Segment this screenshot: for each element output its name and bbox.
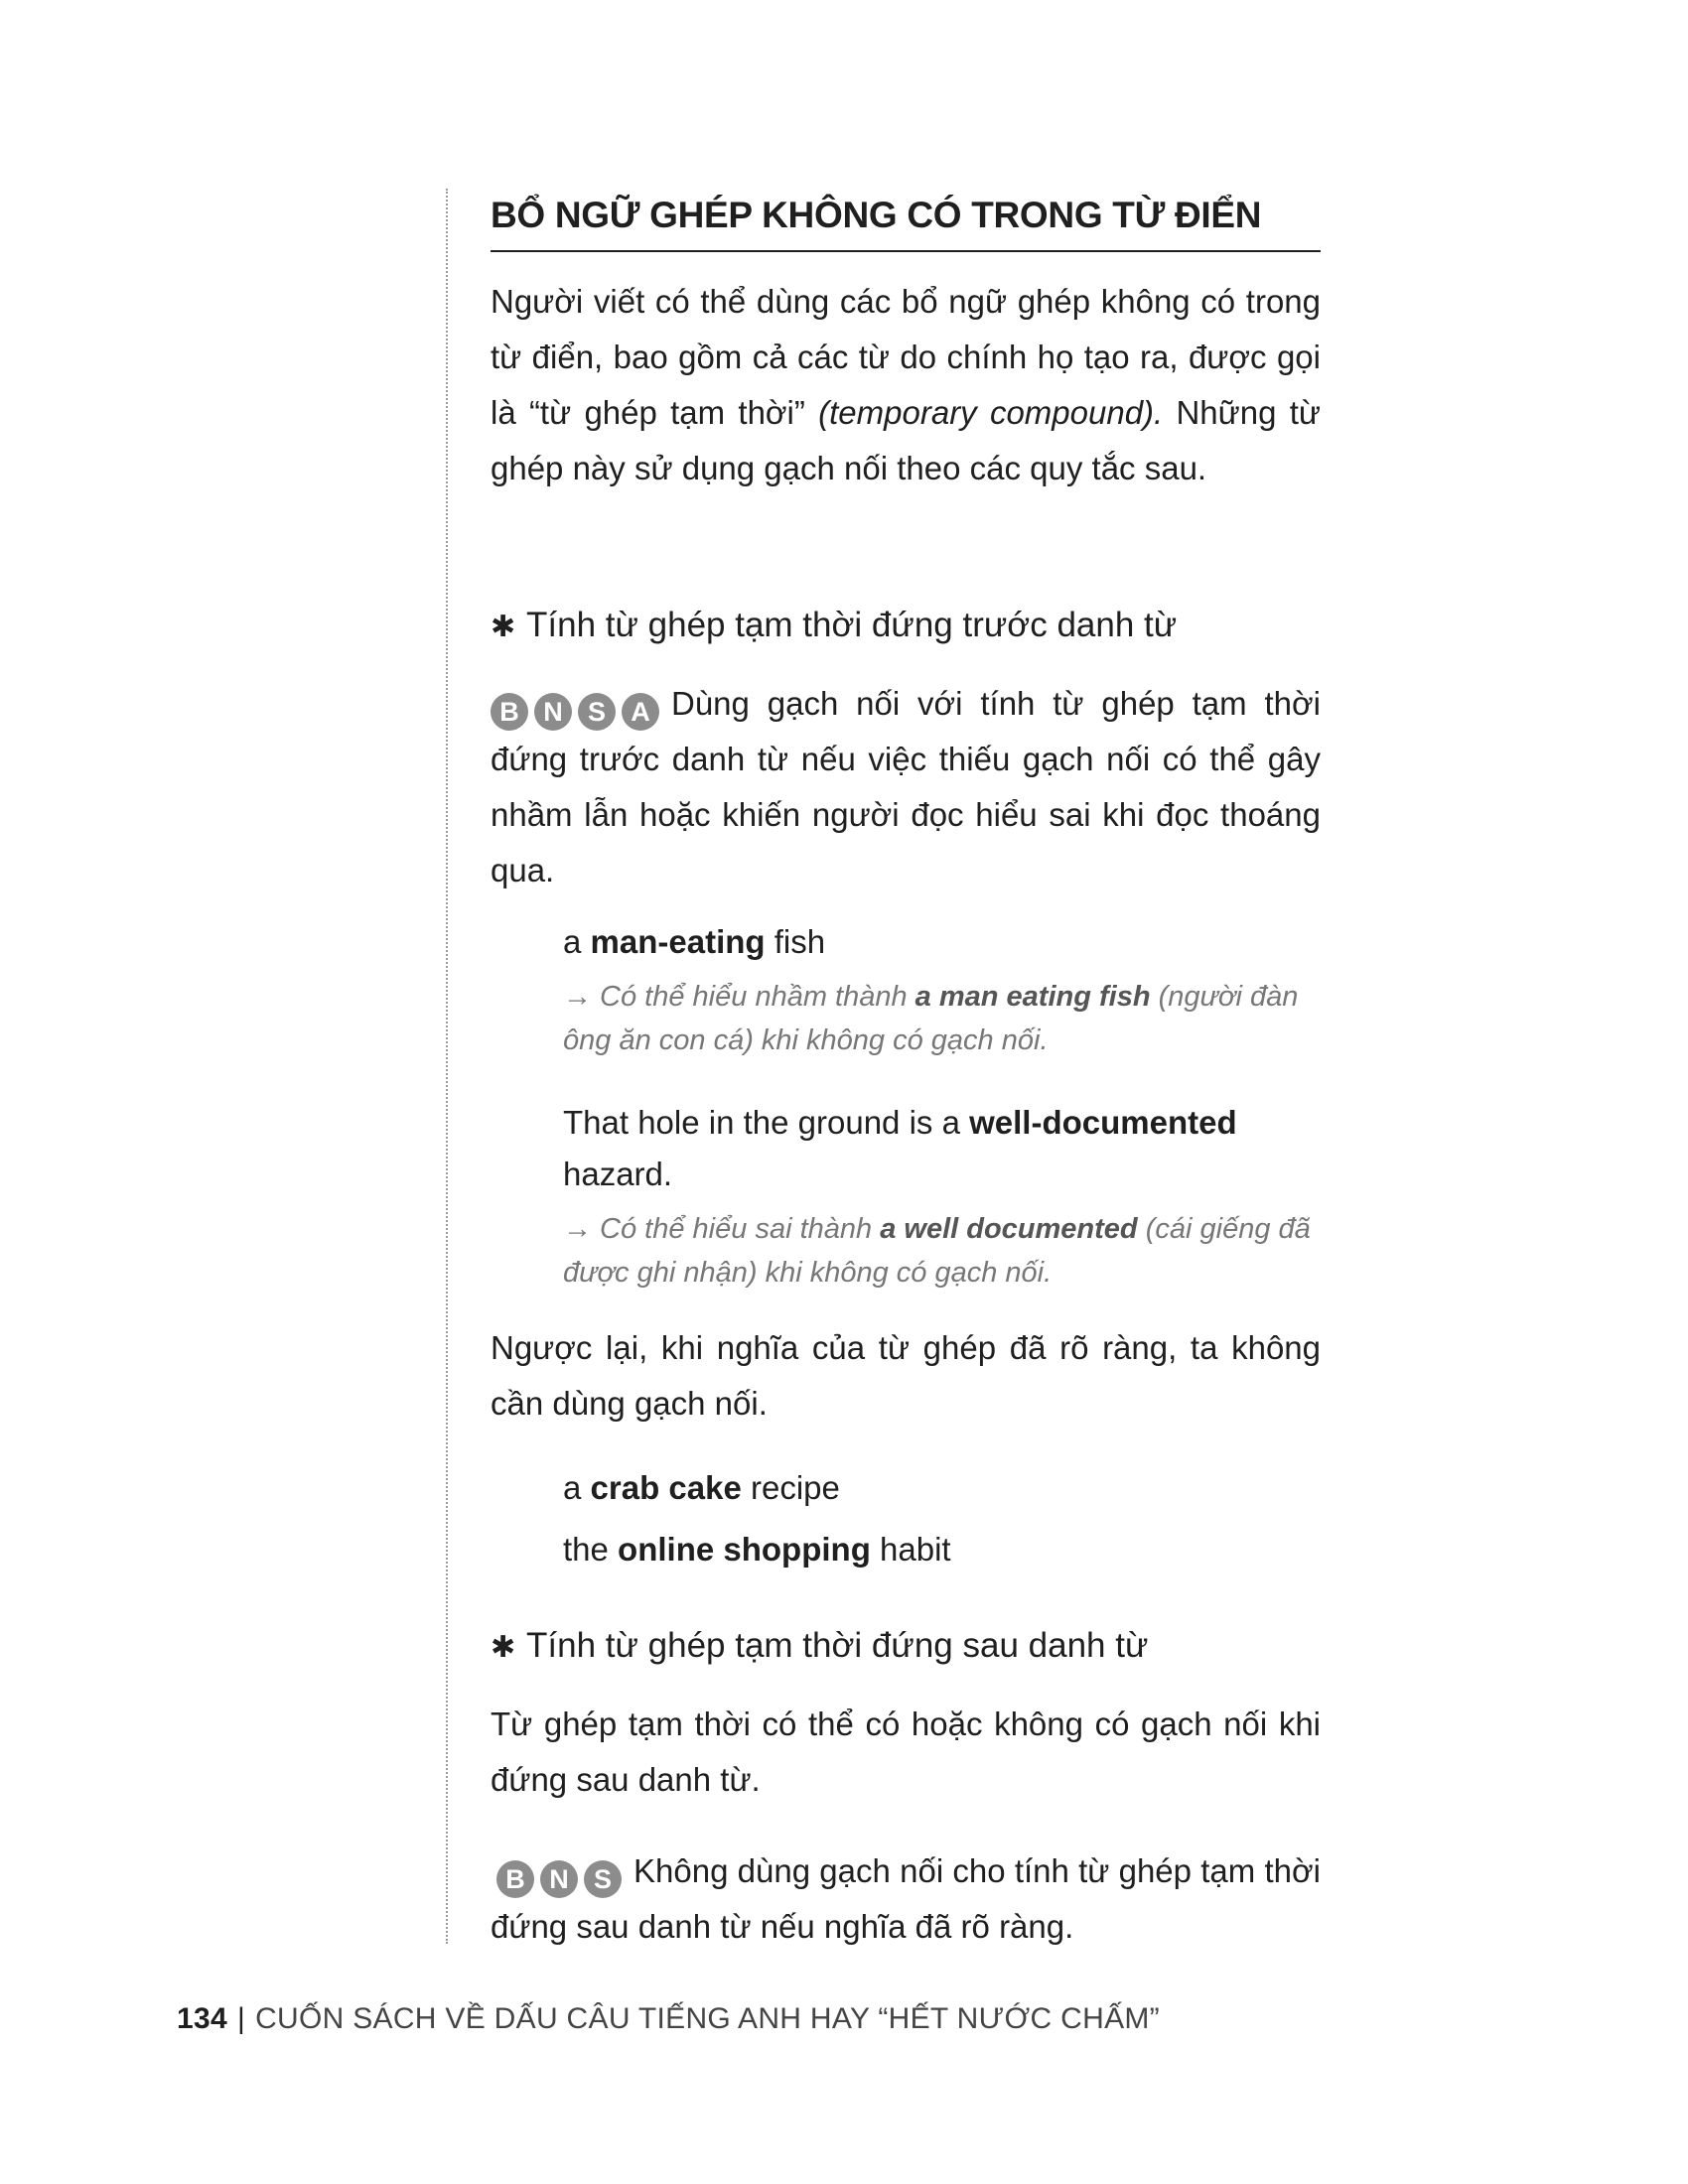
example-man-eating: a man-eating fish xyxy=(563,923,826,960)
badge-b: B xyxy=(496,1860,534,1898)
badge-n: N xyxy=(540,1860,578,1898)
section-heading: BỔ NGỮ GHÉP KHÔNG CÓ TRONG TỪ ĐIỂN xyxy=(491,191,1321,252)
page-footer xyxy=(177,2002,1160,2036)
badge-s: S xyxy=(584,1860,622,1898)
footer-separator: | xyxy=(236,2002,246,2035)
badge-b: B xyxy=(491,693,528,731)
example-online-shopping: the online shopping habit xyxy=(563,1531,951,1568)
after-noun-intro: Từ ghép tạm thời có thể có hoặc không có gạch nối khi đứng sau danh từ. xyxy=(491,1706,1321,1798)
page-number: 134 xyxy=(177,2002,227,2035)
intro-paragraph: Người viết có thể dùng các bổ ngữ ghép không có trong từ điển, bao gồm cả các từ do chính họ tạo ra, được gọi là “từ ghép tạm thời” (temporary compound). Những từ ghép này sử dụng gạch nối theo các quy tắc sau. xyxy=(491,283,1321,486)
example-crab-cake: a crab cake recipe xyxy=(563,1469,840,1506)
badge-s: S xyxy=(578,693,616,731)
contrast-paragraph: Ngược lại, khi nghĩa của từ ghép đã rõ ràng, ta không cần dùng gạch nối. xyxy=(491,1329,1321,1422)
arrow-icon: → xyxy=(563,1213,592,1245)
margin-dotted-rule xyxy=(446,189,448,1944)
usage-badges xyxy=(491,693,659,731)
rule-paragraph-before-noun: B N S A Dùng gạch nối với tính từ ghép tạm thời đứng trước danh từ nếu việc thiếu gạch nối có thể gây nhầm lẫn hoặc khiến người đọc hiểu sai khi đọc thoáng qua. xyxy=(491,685,1321,888)
rule-paragraph-after-noun: B N S Không dùng gạch nối cho tính từ ghép tạm thời đứng sau danh từ nếu nghĩa đã rõ ràng. xyxy=(491,1852,1321,1945)
arrow-icon: → xyxy=(563,981,592,1013)
star-icon: ✱ xyxy=(491,1631,516,1664)
star-icon: ✱ xyxy=(491,611,516,643)
subheading-after-noun: ✱ Tính từ ghép tạm thời đứng sau danh từ xyxy=(491,1621,1148,1673)
book-title: CUỐN SÁCH VỀ DẤU CÂU TIẾNG ANH HAY “HẾT NƯỚC CHẤM” xyxy=(255,2002,1160,2035)
subheading-before-noun: ✱ Tính từ ghép tạm thời đứng trước danh từ xyxy=(491,601,1177,652)
example-well-documented: That hole in the ground is a well-documented hazard. xyxy=(563,1104,1237,1192)
usage-badges xyxy=(496,1860,622,1898)
note-well-documented: → Có thể hiểu sai thành a well documented (cái giếng đã được ghi nhận) khi không có gạch nối. xyxy=(563,1213,1311,1289)
note-man-eating: → Có thể hiểu nhầm thành a man eating fish (người đàn ông ăn con cá) khi không có gạch nối. xyxy=(563,981,1299,1056)
badge-n: N xyxy=(534,693,572,731)
badge-a: A xyxy=(622,693,659,731)
